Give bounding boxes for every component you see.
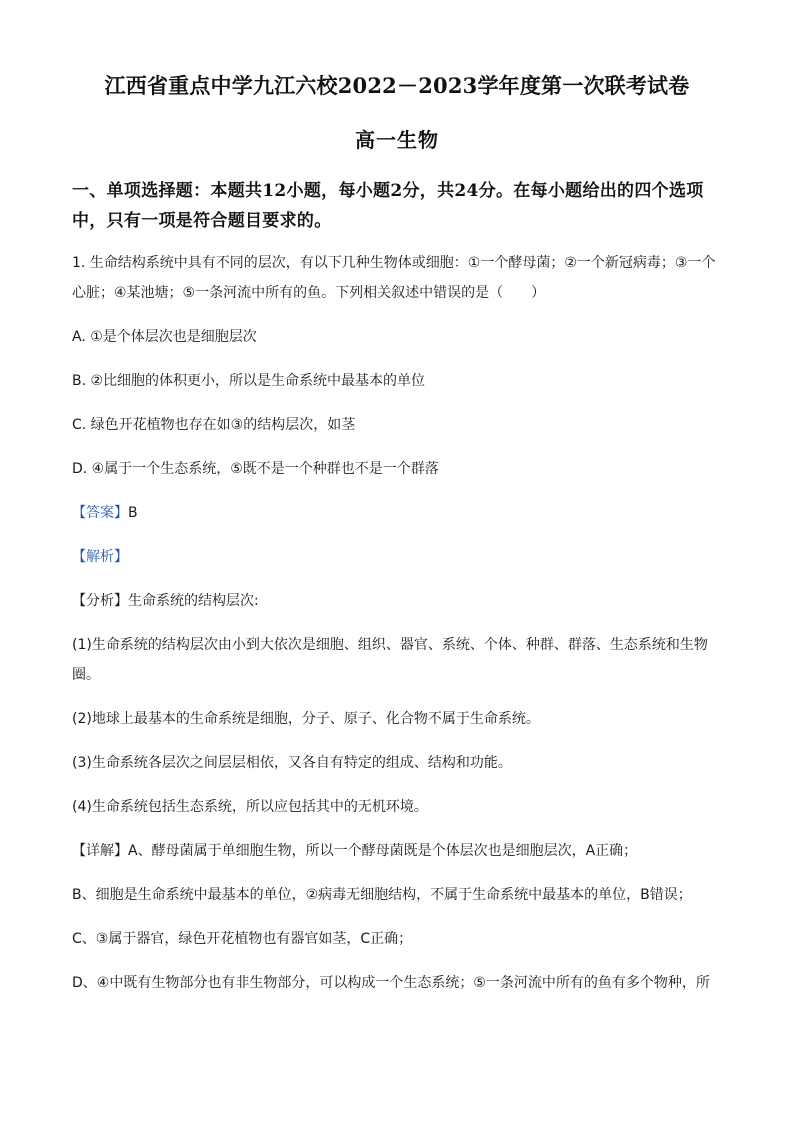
answer-value: B <box>128 505 138 521</box>
fenxi-line <box>72 586 724 616</box>
option-c: C. 绿色开花植物也存在如③的结构层次，如茎 <box>72 417 356 433</box>
detail-line-c: C、③属于器官，绿色开花植物也有器官如茎，C正确； <box>72 931 413 947</box>
analysis-tag: 【解析】 <box>72 549 128 565</box>
question-1 <box>72 248 724 998</box>
exam-title: 江西省重点中学九江六校2022－2023学年度第一次联考试卷 <box>104 73 690 98</box>
point-2: (2)地球上最基本的生命系统是细胞，分子、原子、化合物不属于生命系统。 <box>72 711 540 727</box>
option-b: B. ②比细胞的体积更小，所以是生命系统中最基本的单位 <box>72 373 426 389</box>
detail-a-text: A、酵母菌属于单细胞生物，所以一个酵母菌既是个体层次也是细胞层次，A正确； <box>128 843 638 859</box>
analysis-line <box>72 542 724 572</box>
question-stem-line-1: 1. 生命结构系统中具有不同的层次，有以下几种生物体或细胞：①一个酵母菌；②一个新冠病毒；③一个 <box>72 255 716 271</box>
detail-line-b: B、细胞是生命系统中最基本的单位，②病毒无细胞结构，不属于生命系统中最基本的单位，B错误； <box>72 887 692 903</box>
fenxi-text: 生命系统的结构层次: <box>128 593 259 609</box>
answer-tag: 【答案】 <box>72 505 128 521</box>
point-1-line-2: 圈。 <box>72 667 100 683</box>
option-d: D. ④属于一个生态系统，⑤既不是一个种群也不是一个群落 <box>72 461 439 477</box>
point-4: (4)生命系统包括生态系统，所以应包括其中的无机环境。 <box>72 799 428 815</box>
section-heading: 一、单项选择题：本题共12小题，每小题2分，共24分。在每小题给出的四个选项中，只有一项是符合题目要求的。 <box>72 181 704 231</box>
point-1-line-1: (1)生命系统的结构层次由小到大依次是细胞、组织、器官、系统、个体、种群、群落、生态系统和生物 <box>72 637 708 653</box>
detail-line-d: D、④中既有生物部分也有非生物部分，可以构成一个生态系统；⑤一条河流中所有的鱼有多个物种，所 <box>72 975 710 991</box>
fenxi-tag: 【分析】 <box>72 593 128 609</box>
detail-line-a <box>72 836 724 866</box>
question-stem-line-2: 心脏；④某池塘；⑤一条河流中所有的鱼。下列相关叙述中错误的是（ ） <box>72 285 546 301</box>
answer-line <box>72 498 724 528</box>
option-a: A. ①是个体层次也是细胞层次 <box>72 329 257 345</box>
exam-subject: 高一生物 <box>355 128 439 152</box>
detail-tag: 【详解】 <box>72 843 128 859</box>
point-3: (3)生命系统各层次之间层层相依，又各自有特定的组成、结构和功能。 <box>72 755 512 771</box>
